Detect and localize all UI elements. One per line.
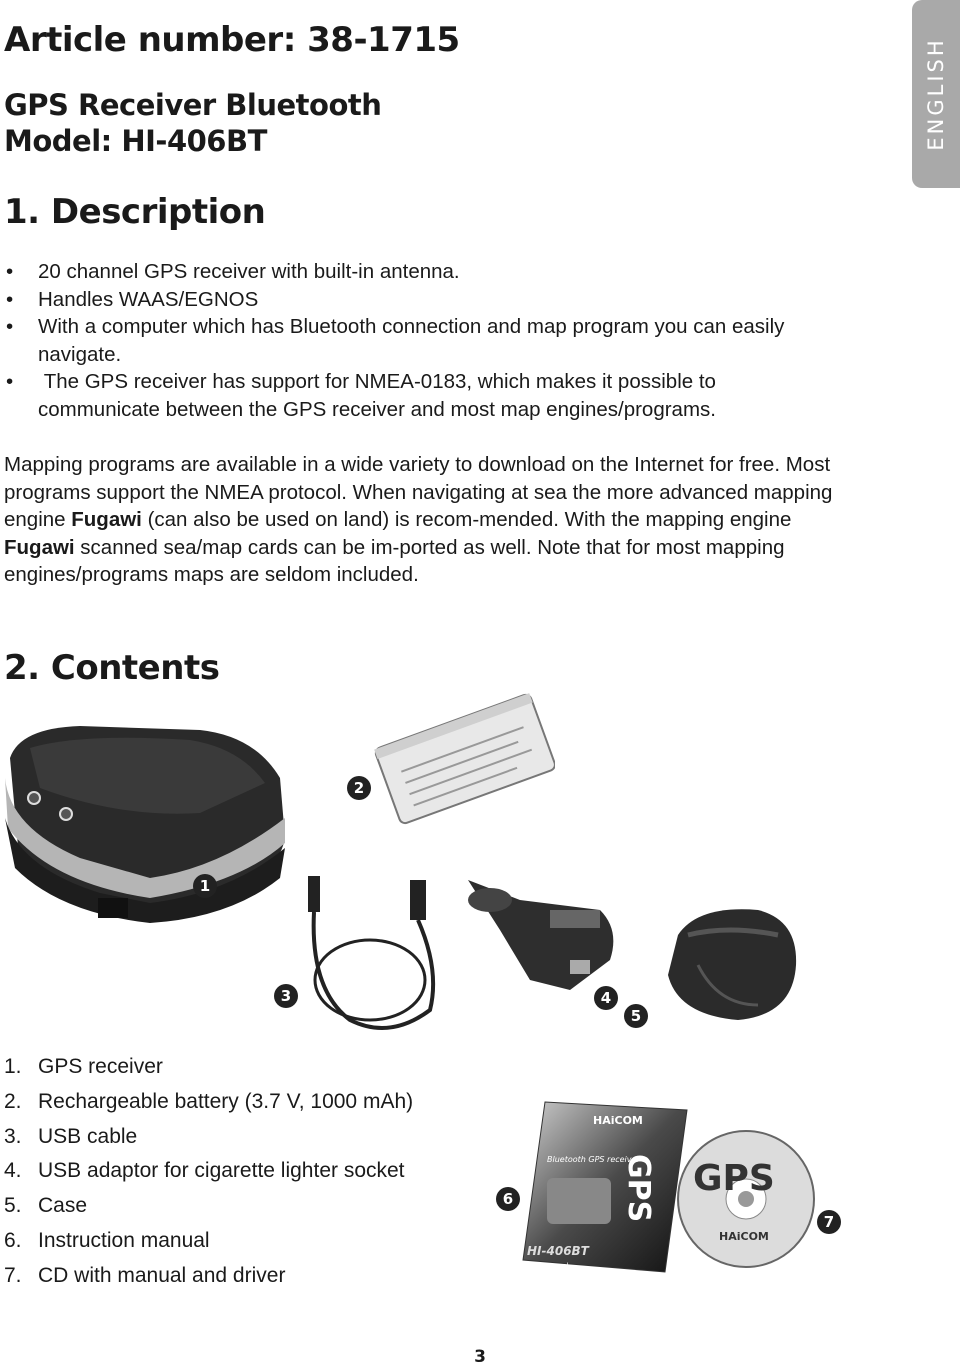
list-item: 4. USB adaptor for cigarette lighter socket xyxy=(4,1159,405,1183)
item-badge-5: 5 xyxy=(624,1004,648,1028)
list-item: 2. Rechargeable battery (3.7 V, 1000 mAh) xyxy=(4,1089,414,1113)
product-title: GPS Receiver Bluetooth xyxy=(4,88,382,122)
list-item: 6. Instruction manual xyxy=(4,1228,210,1252)
manual-brand: HAiCOM xyxy=(593,1114,643,1127)
list-item: 5. Case xyxy=(4,1194,88,1218)
item-badge-6: 6 xyxy=(496,1187,520,1211)
list-item: • 20 channel GPS receiver with built-in antenna. xyxy=(6,260,460,283)
manual-subtitle: Bluetooth GPS receiver xyxy=(547,1155,640,1164)
list-item: • The GPS receiver has support for NMEA-0183, which makes it possible to communicate between the GPS receiver and most map engines/programs. xyxy=(6,370,722,421)
language-tab xyxy=(912,0,960,188)
manual-caption: User Manual xyxy=(525,1262,569,1270)
usb-cable-illustration xyxy=(290,870,450,1045)
contents-heading: 2. Contents xyxy=(4,648,220,688)
description-paragraph: Mapping programs are available in a wide variety to download on the Internet for free. Most programs support the NMEA protocol. When navigating at sea the more advanced mapping engine Fugawi (can also be used on land) is recom-mended. With the mapping engine Fugawi scanned sea/map cards can be im-ported as well. Note that for most mapping engines/programs maps are seldom included. xyxy=(4,453,833,586)
description-bullets xyxy=(4,258,834,423)
item-badge-1: 1 xyxy=(193,874,217,898)
manual-gps-text: GPS xyxy=(621,1154,656,1223)
cd-brand: HAiCOM xyxy=(719,1230,769,1243)
list-item: • Handles WAAS/EGNOS xyxy=(6,287,259,311)
gps-receiver-illustration xyxy=(0,718,300,928)
list-item: 3. USB cable xyxy=(4,1124,138,1148)
language-tab-label: ENGLISH xyxy=(924,37,948,151)
cd-illustration xyxy=(675,1128,817,1270)
list-item: • With a computer which has Bluetooth connection and map program you can easily navigate. xyxy=(6,315,785,366)
model-title: Model: HI-406BT xyxy=(4,124,267,158)
list-item: 1. GPS receiver xyxy=(4,1055,163,1078)
battery-illustration xyxy=(370,690,555,825)
instruction-manual-illustration xyxy=(515,1100,690,1275)
article-number-heading: Article number: 38-1715 xyxy=(4,20,460,60)
item-badge-4: 4 xyxy=(594,986,618,1010)
case-illustration xyxy=(658,905,803,1025)
item-badge-7: 7 xyxy=(817,1210,841,1234)
page-number: 3 xyxy=(474,1347,486,1367)
description-heading: 1. Description xyxy=(4,192,266,232)
manual-model: HI-406BT xyxy=(527,1244,589,1258)
item-badge-3: 3 xyxy=(274,984,298,1008)
list-item: 7. CD with manual and driver xyxy=(4,1263,286,1287)
item-badge-2: 2 xyxy=(347,776,371,800)
car-adaptor-illustration xyxy=(460,870,620,1000)
cd-gps-text: GPS xyxy=(693,1158,775,1199)
contents-list xyxy=(4,1050,413,1294)
